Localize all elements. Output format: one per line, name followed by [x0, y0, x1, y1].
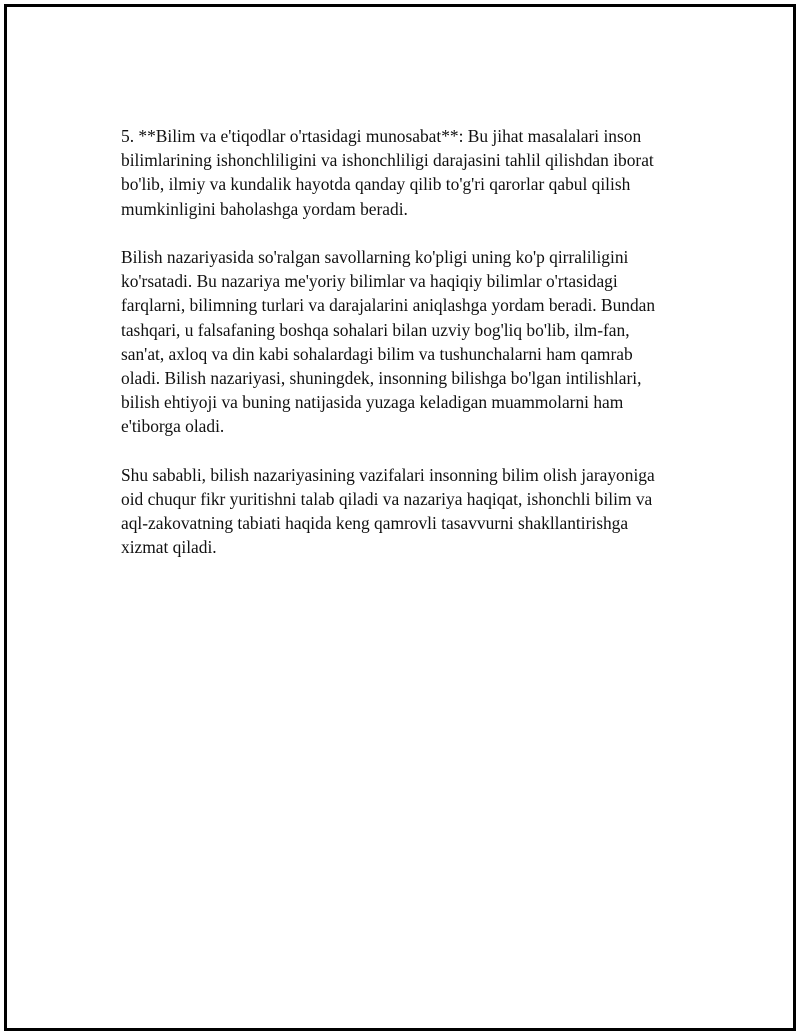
text-line: bo'lib, ilmiy va kundalik hayotda qanday qilib to'g'ri qarorlar qabul qilish [121, 174, 631, 195]
text-line: xizmat qiladi. [121, 537, 217, 558]
text-line: mumkinligini baholashga yordam beradi. [121, 198, 408, 219]
text-line: tashqari, u falsafaning boshqa sohalari bilan uzviy bog'liq bo'lib, ilm-fan, [121, 319, 630, 340]
text-line: san'at, axloq va din kabi sohalardagi bilim va tushunchalarni ham qamrab [121, 343, 633, 364]
text-line: Bilish nazariyasida so'ralgan savollarning ko'pligi uning ko'p qirraliligini [121, 247, 629, 267]
text-line: Shu sababli, bilish nazariyasining vazifalari insonning bilim olish jarayoniga [121, 464, 655, 485]
text-line: ko'rsatadi. Bu nazariya me'yoriy bilimlar va haqiqiy bilimlar o'rtasidagi [121, 271, 618, 292]
document-body [121, 124, 701, 584]
page-border [4, 4, 796, 1031]
text-line: bilimlarining ishonchliligini va ishonchliligi darajasini tahlil qilishdan iborat [121, 150, 654, 171]
text-line: e'tiborga oladi. [121, 416, 225, 437]
paragraph-1 [121, 124, 701, 221]
text-line: farqlarni, bilimning turlari va darajalarini aniqlashga yordam beradi. Bundan [121, 295, 656, 316]
paragraph-3 [121, 463, 701, 560]
text-line: 5. **Bilim va e'tiqodlar o'rtasidagi munosabat**: Bu jihat masalalari inson [121, 126, 642, 146]
text-line: oladi. Bilish nazariyasi, shuningdek, insonning bilishga bo'lgan intilishlari, [121, 368, 642, 389]
text-line: oid chuqur fikr yuritishni talab qiladi va nazariya haqiqat, ishonchli bilim va [121, 489, 653, 510]
text-line: bilish ehtiyoji va buning natijasida yuzaga keladigan muammolarni ham [121, 392, 624, 413]
text-line: aql-zakovatning tabiati haqida keng qamrovli tasavvurni shakllantirishga [121, 513, 629, 534]
paragraph-2 [121, 245, 701, 439]
